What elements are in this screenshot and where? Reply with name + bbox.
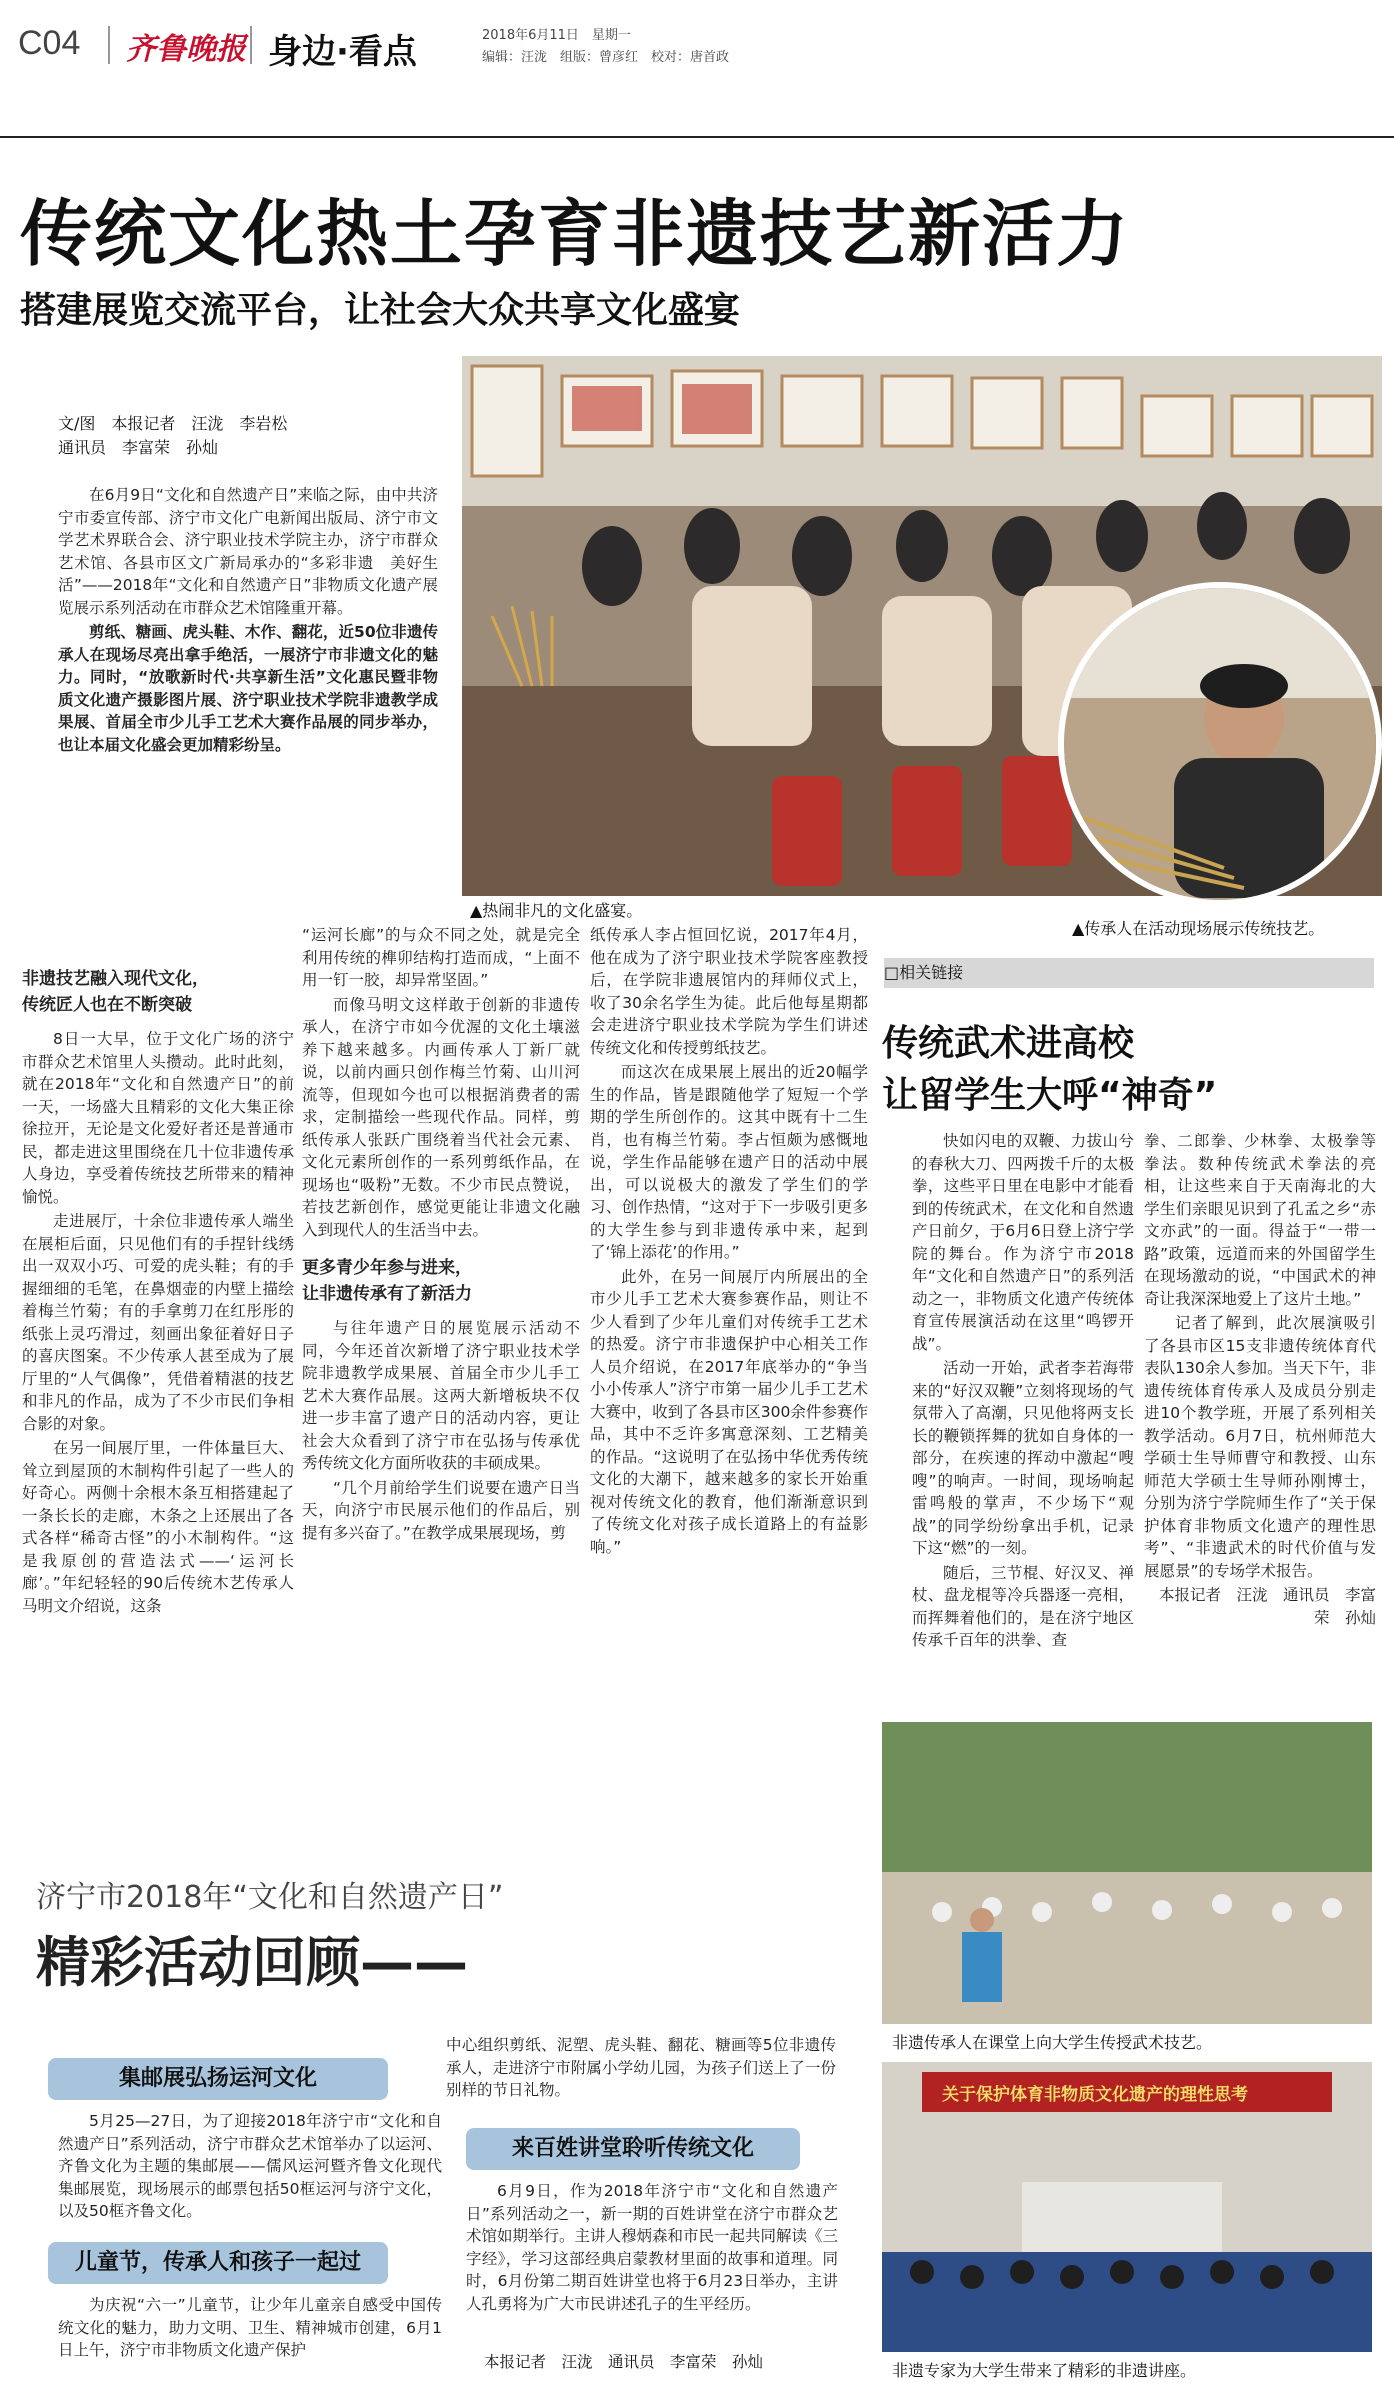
related-column [1144, 1130, 1376, 1631]
related-headline [882, 1018, 1217, 1122]
wushu-class-photo [882, 1722, 1372, 2024]
lecture-banner-text: 关于保护体育非物质文化遗产的理性思考 [942, 2085, 1248, 2105]
issue-date: 2018年6月11日 星期一 [482, 28, 631, 43]
heading-line: 让非遗传承有了新活力 [302, 1284, 472, 1304]
section-heading [22, 966, 294, 1018]
related-column [912, 1130, 1134, 1654]
photo-caption: 非遗传承人在课堂上向大学生传授武术技艺。 [892, 2033, 1213, 2052]
review-text [58, 2294, 442, 2364]
paragraph: “几个月前给学生们说要在遗产日当天，向济宁市民展示他们的作品后，别提有多兴奋了。”在教学成果展现场，剪 [302, 1478, 580, 1542]
headline-line: 让留学生大呼“神奇” [882, 1075, 1218, 1116]
paragraph: 纸传承人李占恒回忆说，2017年4月，他在成为了济宁职业技术学院客座教授后，在学院非遗展馆内的拜师仪式上，收了30余名学生为徒。此后他每星期都会走进济宁职业技术学院为学生们讲述传统文化和传授剪纸技艺。 [590, 926, 868, 1057]
sub-headline: 搭建展览交流平台，让社会大众共享文化盛宴 [20, 290, 741, 331]
paragraph: 6月9日，作为2018年济宁市“文化和自然遗产日”系列活动之一，新一期的百姓讲堂在济宁市群众艺术馆如期举行。主讲人穆炳森和市民一起共同解读《三字经》，学习这部经典启蒙教材里面的故事和道理。同时，6月份第二期百姓讲堂也将于6月23日举办，主讲人孔勇将为广大市民讲述孔子的生平经历。 [466, 2182, 839, 2313]
byline-line: 通讯员 李富荣 孙灿 [58, 438, 219, 457]
review-text [446, 2034, 836, 2104]
review-byline: 本报记者 汪泷 通讯员 李富荣 孙灿 [484, 2353, 764, 2371]
photo-caption: ▲热闹非凡的文化盛宴。 [470, 901, 643, 920]
paragraph: 走进展厅，十余位非遗传承人端坐在展柜后面，只见他们有的手捏针线绣出一双双小巧、可爱的虎头鞋；有的手握细细的毛笔，在鼻烟壶的内壁上描绘着梅兰竹菊；有的手拿剪刀在红彤彤的纸张上灵巧滑过，刻画出象征着好日子的喜庆图案。不少传承人甚至成为了展厅里的“人气偶像”，凭借着精湛的技艺和非凡的作品，成为了不少市民们争相合影的对象。 [22, 1212, 294, 1433]
paragraph: 快如闪电的双鞭、力拔山兮的春秋大刀、四两拨千斤的太极拳，这些平日里在电影中才能看到的传统武术，在文化和自然遗产日前夕，于6月6日登上济宁学院的舞台。作为济宁市2018年“文化和自然遗产日”的系列活动之一，非物质文化遗产传统体育宣传展演活动在这里“鸣锣开战”。 [912, 1132, 1134, 1353]
paragraph: 记者了解到，此次展演吸引了各县市区15支非遗传统体育代表队130余人参加。当天下午，非遗传统体育传承人及成员分别走进10个教学班，开展了系列相关教学活动。6月7日，杭州师范大学硕士生导师曹守和教授、山东师范大学硕士生导师孙刚博士，分别为济宁学院师生作了“关于保护体育非物质文化遗产的理性思考”、“非遗武术的时代价值与发展愿景”的专场学术报告。 [1144, 1314, 1376, 1580]
paragraph: 5月25—27日，为了迎接2018年济宁市“文化和自然遗产日”系列活动，济宁市群众艺术馆举办了以运河、齐鲁文化为主题的集邮展——儒风运河暨齐鲁文化现代集邮展览，现场展示的邮票包括50框运河与济宁文化，以及50框齐鲁文化。 [58, 2112, 442, 2220]
article-byline [58, 412, 438, 460]
photo-caption: ▲传承人在活动现场展示传统技艺。 [1072, 919, 1325, 938]
page-number: C04 [18, 24, 81, 62]
review-kicker: 济宁市2018年“文化和自然遗产日” [36, 1880, 504, 1915]
link-icon: □ [884, 963, 900, 982]
heading-line: 传统匠人也在不断突破 [22, 995, 192, 1015]
article-column [590, 924, 868, 1560]
paragraph: “运河长廊”的与众不同之处，就是完全利用传统的榫卯结构打造而成，“上面不用一钉一胶，却异常坚固。” [302, 926, 580, 989]
headline-line: 传统武术进高校 [882, 1023, 1135, 1064]
editor-credits: 编辑：汪泷 组版：曾彦红 校对：唐首政 [482, 50, 730, 65]
related-byline: 本报记者 汪泷 通讯员 李富荣 孙灿 [1158, 1586, 1376, 1627]
header-divider [108, 26, 110, 64]
paragraph: 为庆祝“六一”儿童节，让少年儿童亲自感受中国传统文化的魅力，助力文明、卫生、精神城市创建，6月1日上午，济宁市非物质文化遗产保护 [58, 2296, 442, 2359]
review-box-title: 来百姓讲堂聆听传统文化 [466, 2128, 800, 2170]
header-divider [250, 26, 252, 64]
section-title: 身边·看点 [268, 32, 417, 72]
review-box-title: 儿童节，传承人和孩子一起过 [48, 2242, 388, 2284]
photo-illustration [882, 1722, 1372, 2024]
review-box-title: 集邮展弘扬运河文化 [48, 2058, 388, 2100]
paragraph: 而像马明文这样敢于创新的非遗传承人，在济宁市如今优渥的文化土壤滋养下越来越多。内画传承人丁新厂就说，以前内画只创作梅兰竹菊、山川河流等，但现如今也可以根据消费者的需求，定制描绘一些现代作品。同样，剪纸传承人张跃广围绕着当代社会元素、文化元素所创作的一系列剪纸作品，在现场也“吸粉”无数。不少市民点赞说，若技艺新创作，感觉更能让非遗文化融入到现代人的生活当中去。 [302, 995, 580, 1239]
paragraph: 与往年遗产日的展览展示活动不同，今年还首次新增了济宁职业技术学院非遗教学成果展、首届全市少儿手工艺术大赛作品展。这两大新增板块不仅进一步丰富了遗产日的活动内容，更让社会大众看到了济宁市在弘扬与传承优秀传统文化方面所收获的丰硕成果。 [302, 1319, 580, 1472]
photo-caption: 非遗专家为大学生带来了精彩的非遗讲座。 [892, 2361, 1197, 2380]
photo-illustration [1064, 588, 1376, 900]
related-link-bar [884, 958, 1374, 988]
article-column [302, 924, 580, 1546]
paragraph: 在6月9日“文化和自然遗产日”来临之际，由中共济宁市委宣传部、济宁市文化广电新闻出版局、济宁市文学艺术界联合会、济宁职业技术学院主办，济宁市群众艺术馆、各县市区文广新局承办的“多彩非遗 美好生活”——2018年“文化和自然遗产日”非物质文化遗产展览展示系列活动在市群众艺术馆隆重开幕。 [58, 486, 438, 617]
paragraph: 在另一间展厅里，一件体量巨大、耸立到屋顶的木制构件引起了一些人的好奇心。两侧十余根木条互相搭建起了一条长长的走廊，木条之上还展出了各式各样“稀奇古怪”的小木制构件。“这是我原创的营造法式——‘运河长廊’。”年纪轻轻的90后传统木艺传承人马明文介绍说，这条 [22, 1439, 294, 1615]
article-column [22, 960, 294, 1619]
related-label: 相关链接 [899, 963, 964, 982]
main-headline: 传统文化热土孕育非遗技艺新活力 [20, 192, 1131, 276]
paragraph: 中心组织剪纸、泥塑、虎头鞋、翻花、糖画等5位非遗传承人，走进济宁市附属小学幼儿园，为孩子们送上了一份别样的节日礼物。 [446, 2036, 836, 2099]
paragraph: 拳、二郎拳、少林拳、太极拳等拳法。数种传统武术拳法的亮相，让这些来自于天南海北的大学生们亲眼见识到了孔孟之乡“赤文亦武”的一面。得益于“一带一路”政策，远道而来的外国留学生在现场激动的说，“中国武术的神奇让我深深地爱上了这片土地。” [1144, 1132, 1376, 1308]
photo-illustration [882, 2062, 1372, 2352]
paragraph: 8日一大早，位于文化广场的济宁市群众艺术馆里人头攒动。此时此刻，就在2018年“文化和自然遗产日”的前一天，一场盛大且精彩的文化大集正徐徐拉开，无论是文化爱好者还是普通市民，都走进这里围绕在几十位非遗传承人身边，享受着传统技艺所带来的精神愉悦。 [22, 1030, 294, 1206]
paragraph: 活动一开始，武者李若海带来的“好汉双鞭”立刻将现场的气氛带入了高潮，只见他将两支长长的鞭锁挥舞的犹如自身体的一部分，在疾速的挥动中激起“嗖嗖”的响声。一时间，现场响起雷鸣般的掌声，不少场下“观战”的同学纷纷拿出手机，记录下这“燃”的一刻。 [912, 1359, 1134, 1557]
review-text [58, 2110, 442, 2225]
heading-line: 非遗技艺融入现代文化， [22, 969, 209, 989]
section-heading [302, 1255, 580, 1307]
paragraph: 而这次在成果展上展出的近20幅学生的作品，皆是跟随他学了短短一个学期的学生所创作的。这其中既有十二生肖，也有梅兰竹菊。李占恒颇为感慨地说，学生作品能够在遗产日的活动中展出，可以说极大的激发了学生们的学习、创作热情，“这对于下一步吸引更多的大学生参与到非遗传承中来，起到了‘锦上添花’的作用。” [590, 1063, 868, 1261]
heading-line: 更多青少年参与进来， [302, 1258, 472, 1278]
article-intro [58, 484, 438, 758]
byline-line: 文/图 本报记者 汪泷 李岩松 [58, 414, 288, 433]
newspaper-logo: 齐鲁晚报 [126, 32, 246, 67]
inset-circle-photo [1058, 582, 1382, 906]
paragraph: 随后，三节棍、好汉叉、禅杖、盘龙棍等冷兵器逐一亮相，而挥舞着他们的，是在济宁地区传承千百年的洪拳、查 [912, 1563, 1134, 1649]
paragraph: 此外，在另一间展厅内所展出的全市少儿手工艺术大赛参赛作品，则让不少人看到了少年儿童们对传统手工艺术的热爱。济宁市非遗保护中心相关工作人员介绍说，在2017年底举办的“争当小小传承人”济宁市第一届少儿手工艺术大赛中，收到了各县市区300余件参赛作品，其中不乏许多寓意深刻、工艺精美的作品。“这说明了在弘扬中华优秀传统文化的大潮下，越来越多的家长开始重视对传统文化的教育，他们渐渐意识到了传统文化对孩子成长道路上的有益影响。” [590, 1267, 868, 1556]
header-rule [0, 136, 1394, 138]
lecture-photo [882, 2062, 1372, 2352]
review-text [466, 2180, 838, 2317]
review-title: 精彩活动回顾—— [36, 1931, 468, 1994]
paragraph: 剪纸、糖画、虎头鞋、木作、翻花，近50位非遗传承人在现场尽亮出拿手绝活，一展济宁市非遗文化的魅力。同时，“放歌新时代·共享新生活”文化惠民暨非物质文化遗产摄影图片展、济宁职业技术学院非遗教学成果展、首届全市少儿手工艺术大赛作品展的同步举办，也让本届文化盛会更加精彩纷呈。 [58, 623, 438, 754]
